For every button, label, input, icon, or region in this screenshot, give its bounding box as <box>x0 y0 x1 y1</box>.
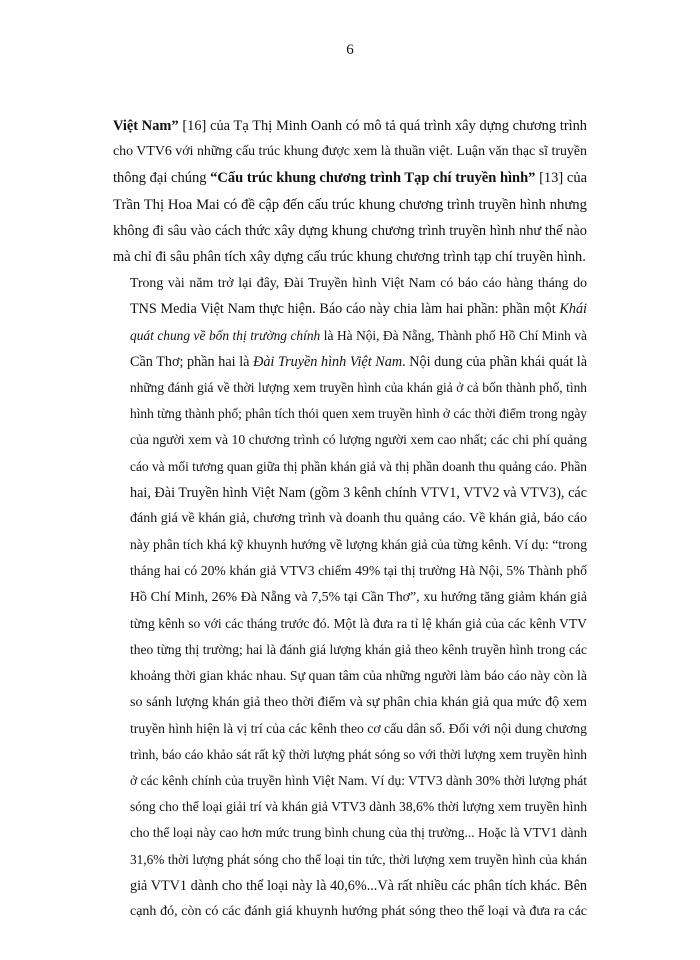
text-line <box>113 270 587 296</box>
text-run: cạnh đó, còn có các đánh giá khuynh hướng phát sóng theo thể loại và đưa ra các <box>130 904 587 920</box>
text-run: những đánh giá về thời lượng xem truyền hình của khán giả ở cả bốn thành phố, tình <box>130 380 587 396</box>
text-line <box>113 768 587 794</box>
text-line <box>113 663 587 689</box>
text-line <box>113 873 587 899</box>
italic-text: Khái <box>559 301 587 318</box>
bold-text: Việt Nam” <box>113 118 179 134</box>
text-line <box>113 847 587 873</box>
text-line <box>113 794 587 820</box>
text-line <box>113 716 587 742</box>
text-line <box>113 585 587 611</box>
text-run: giả VTV1 dành cho thể loại này là 40,6%...Và rất nhiều các phân tích khác. Bên <box>130 877 587 894</box>
text-run: Hồ Chí Minh, 26% Đà Nẵng và 7,5% tại Cần Thơ”, xu hướng tăng giảm khán giả <box>130 589 587 605</box>
text-run: cho thể loại này cao hơn mức trung bình chung của thị trường... Hoặc là VTV1 dành <box>130 825 587 841</box>
text-line <box>113 506 587 532</box>
text-run: hình từng thành phố; phân tích thói quen xem truyền hình ở các thời điểm trong ngày <box>130 406 587 422</box>
text-run: Cần Thơ; phần hai là <box>130 353 254 370</box>
text-run: truyền hình hiện là vị trí của các kênh theo cơ cấu dân số. Đối với nội dung chương <box>130 720 587 736</box>
text-run: sóng cho thể loại giải trí và khán giả VTV3 dành 38,6% thời lượng xem truyền hình <box>130 799 587 815</box>
text-line <box>113 820 587 846</box>
bold-text: “Cấu trúc khung chương trình Tạp chí truyền hình” <box>210 170 536 187</box>
page-number: 6 <box>346 42 354 58</box>
text-run: so sánh lượng khán giả theo thời điểm và sự phân chia khán giả qua mức độ xem <box>130 694 587 711</box>
text-line <box>113 611 587 637</box>
text-line <box>113 192 587 218</box>
text-line <box>113 401 587 427</box>
text-run: [16] của Tạ Thị Minh Oanh có mô tả quá trình xây dựng chương trình <box>178 118 587 134</box>
text-run: này phân tích khá kỹ khuynh hướng về lượng khán giả của từng kênh. Ví dụ: “trong <box>130 537 587 553</box>
text-run: hai, Đài Truyền hình Việt Nam (gồm 3 kênh chính VTV1, VTV2 và VTV3), các <box>130 484 587 501</box>
paragraph-2 <box>113 270 587 925</box>
text-run: thông đại chúng <box>113 170 211 187</box>
text-line <box>113 480 587 506</box>
text-run: khoảng thời gian khác nhau. Sự quan tâm của những người làm báo cáo này còn là <box>130 668 587 684</box>
text-run: mà chỉ đi sâu phân tích xây dựng cấu trúc khung chương trình tạp chí truyền hình. <box>113 249 586 266</box>
italic-text: Đài Truyền hình Việt Nam <box>253 353 403 370</box>
text-line <box>113 689 587 715</box>
text-run: là Hà Nội, Đà Nẵng, Thành phố Hồ Chí Minh và <box>320 327 587 343</box>
text-run: theo từng thị trường; hai là đánh giá lượng khán giả theo kênh truyền hình trong các <box>130 642 587 658</box>
text-run: [13] của <box>535 170 588 187</box>
text-run: . Nội dung của phần khái quát là <box>402 353 588 370</box>
text-run: đánh giá về khán giả, chương trình và doanh thu quảng cáo. Về khán giả, báo cáo <box>130 511 587 527</box>
text-run: ở các kênh chính của truyền hình Việt Nam. Ví dụ: VTV3 dành 30% thời lượng phát <box>130 773 587 789</box>
text-line <box>113 113 587 139</box>
text-line <box>113 899 587 925</box>
text-run: Trong vài năm trở lại đây, Đài Truyền hình Việt Nam có báo cáo hàng tháng do <box>130 275 587 291</box>
text-line <box>113 375 587 401</box>
paragraph-1 <box>113 113 587 270</box>
document-body <box>113 113 587 925</box>
text-run: tháng hai có 20% khán giả VTV3 chiếm 49% tại thị trường Hà Nội, 5% Thành phố <box>130 563 587 579</box>
text-line <box>113 349 587 375</box>
text-line <box>113 427 587 453</box>
text-run: cho VTV6 với những cấu trúc khung được xem là thuần việt. Luận văn thạc sĩ truyền <box>113 144 587 160</box>
text-line <box>113 637 587 663</box>
text-run: từng kênh so với các tháng trước đó. Một là đưa ra tỉ lệ khán giả của các kênh VTV <box>130 615 587 631</box>
text-run: của người xem và 10 chương trình có lượng người xem cao nhất; các chi phí quảng <box>130 432 587 448</box>
text-run: trình, báo cáo khảo sát rất kỹ thời lượng phát sóng so với thời lượng xem truyền hình <box>130 746 587 762</box>
text-line <box>113 323 587 349</box>
text-line <box>113 244 587 270</box>
text-line <box>113 558 587 584</box>
text-line <box>113 454 587 480</box>
text-line <box>113 218 587 244</box>
italic-text: quát chung về bốn thị trường chính <box>130 327 321 343</box>
text-run: 31,6% thời lượng phát sóng cho thể loại tin tức, thời lượng xem truyền hình của khán <box>130 851 587 867</box>
text-run: không đi sâu vào cách thức xây dựng khung chương trình truyền hình như thế nào <box>113 222 587 239</box>
text-line <box>113 139 587 165</box>
text-run: Trần Thị Hoa Mai có đề cập đến cấu trúc khung chương trình truyền hình nhưng <box>113 196 587 213</box>
text-line <box>113 296 587 322</box>
text-line <box>113 165 587 191</box>
text-line <box>113 742 587 768</box>
text-line <box>113 532 587 558</box>
text-run: TNS Media Việt Nam thực hiện. Báo cáo này chia làm hai phần: phần một <box>130 301 560 318</box>
text-run: cáo và mối tương quan giữa thị phần khán giả và thị phần doanh thu quảng cáo. Phần <box>130 458 587 474</box>
